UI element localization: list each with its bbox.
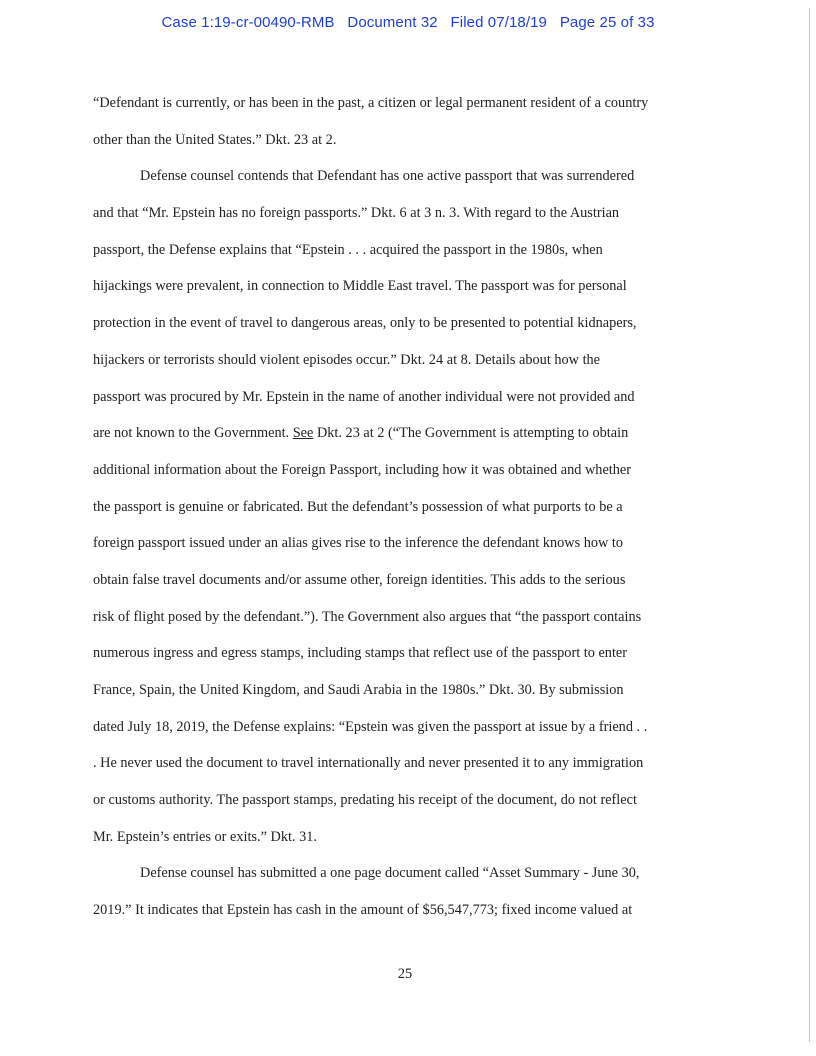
see-signal: See	[292, 425, 314, 442]
paragraph-start-line: Defense counsel has submitted a one page document called “Asset Summary - June 30,	[140, 865, 640, 882]
text-line: . He never used the document to travel internationally and never presented it to any immigration	[93, 755, 644, 772]
case-header	[0, 14, 816, 31]
text-segment: are not known to the Government.	[93, 425, 293, 442]
text-line: or customs authority. The passport stamps, predating his receipt of the document, do not reflect	[93, 792, 637, 809]
text-segment: Dkt. 23 at 2 (“The Government is attempting to obtain	[313, 425, 629, 442]
text-line: obtain false travel documents and/or assume other, foreign identities. This adds to the serious	[93, 571, 626, 588]
text-line: protection in the event of travel to dangerous areas, only to be presented to potential kidnapers,	[93, 315, 637, 332]
text-line: numerous ingress and egress stamps, including stamps that reflect use of the passport to enter	[93, 645, 628, 662]
text-line: “Defendant is currently, or has been in the past, a citizen or legal permanent resident of a country	[93, 95, 649, 111]
text-line: 2019.” It indicates that Epstein has cash in the amount of $56,547,773; fixed income valued at	[93, 902, 633, 919]
text-line: France, Spain, the United Kingdom, and Saudi Arabia in the 1980s.” Dkt. 30. By submission	[93, 682, 624, 698]
page-edge-divider	[809, 8, 810, 1042]
text-line: passport, the Defense explains that “Epstein . . . acquired the passport in the 1980s, when	[93, 241, 603, 258]
text-line: other than the United States.” Dkt. 23 at 2.	[93, 131, 337, 148]
page-count: Page 25 of 33	[559, 14, 655, 31]
text-line: additional information about the Foreign Passport, including how it was obtained and whether	[93, 461, 632, 478]
case-number: Case 1:19-cr-00490-RMB	[161, 14, 335, 31]
document-body	[93, 93, 723, 937]
text-line: foreign passport issued under an alias gives rise to the inference the defendant knows how to	[93, 535, 624, 552]
text-line: the passport is genuine or fabricated. But the defendant’s possession of what purports to be a	[93, 498, 623, 515]
text-line: and that “Mr. Epstein has no foreign passports.” Dkt. 6 at 3 n. 3. With regard to the Austrian	[93, 205, 620, 222]
text-line: hijackings were prevalent, in connection to Middle East travel. The passport was for personal	[93, 278, 627, 295]
filed-date: Filed 07/18/19	[450, 14, 547, 31]
text-line-with-citation	[93, 423, 723, 460]
text-line: Mr. Epstein’s entries or exits.” Dkt. 31.	[93, 828, 317, 845]
page-number: 25	[397, 966, 413, 982]
paragraph-start-line: Defense counsel contends that Defendant has one active passport that was surrendered	[140, 168, 635, 185]
text-line: risk of flight posed by the defendant.”). The Government also argues that “the passport contains	[93, 608, 642, 625]
text-line: hijackers or terrorists should violent episodes occur.” Dkt. 24 at 8. Details about how the	[93, 351, 601, 368]
document-number: Document 32	[347, 14, 438, 31]
text-line: passport was procured by Mr. Epstein in the name of another individual were not provided and	[93, 388, 635, 405]
text-line: dated July 18, 2019, the Defense explains: “Epstein was given the passport at issue by a friend . .	[93, 718, 648, 735]
